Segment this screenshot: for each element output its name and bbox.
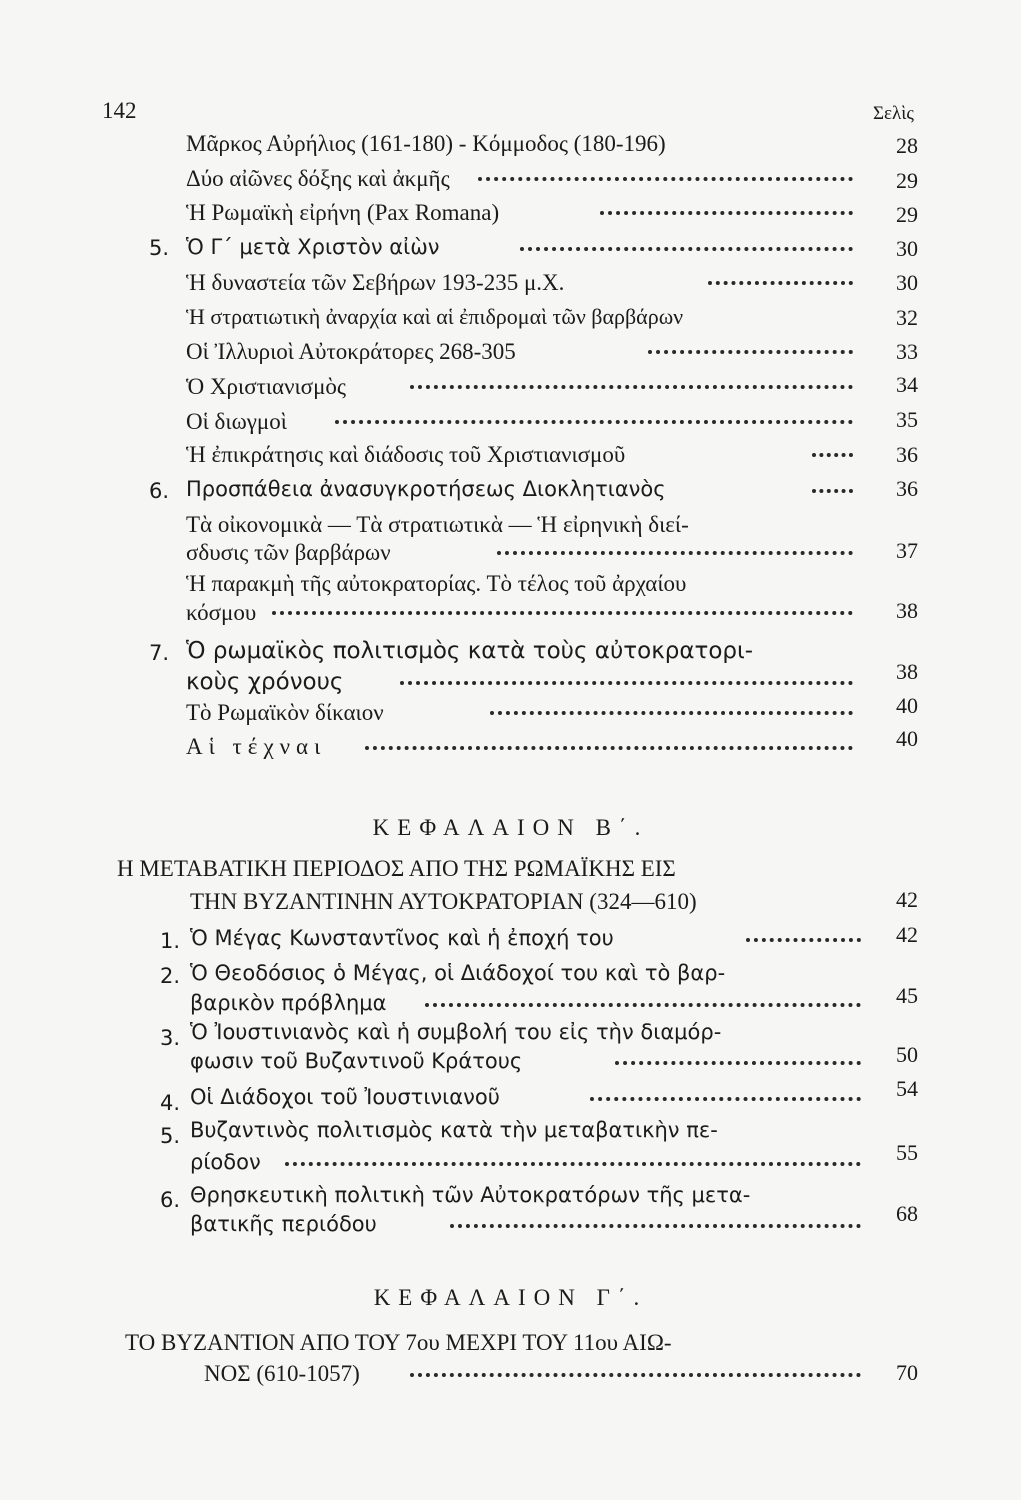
dot-leader: [812, 489, 853, 493]
toc-entry-text: Ἡ ἐπικράτησις καὶ διάδοσις τοῦ Χριστιανισμοῦ: [186, 442, 626, 467]
toc-entry-page: 29: [896, 168, 918, 193]
toc-entry-page: 42: [896, 922, 918, 947]
toc-entry-text: Μᾶρκος Αὐρήλιος (161-180) - Κόμμοδος (180-196): [186, 131, 666, 156]
dot-leader: [400, 681, 853, 685]
toc-entry-text-cont: ρίοδον: [190, 1150, 261, 1174]
toc-entry-page: 37: [896, 538, 918, 563]
toc-entry-text: Ἡ δυναστεία τῶν Σεβήρων 193-235 μ.Χ.: [186, 270, 565, 295]
chapter-title-cont: ΤΗΝ ΒΥΖΑΝΤΙΝΗΝ ΑΥΤΟΚΡΑΤΟΡΙΑΝ (324—610): [190, 889, 697, 914]
toc-entry-text: Ἡ στρατιωτικὴ ἀναρχία καὶ αἱ ἐπιδρομαὶ τῶν βαρβάρων: [186, 304, 684, 329]
toc-entry-text: Βυζαντινὸς πολιτισμὸς κατὰ τὴν μεταβατικὴν πε-: [190, 1118, 718, 1142]
page-number: 142: [102, 98, 137, 123]
dot-leader: [272, 611, 853, 615]
toc-entry-number: 2.: [160, 964, 181, 988]
toc-entry-text: Τὰ οἰκονομικὰ — Τὰ στρατιωτικὰ — Ἡ εἰρηνικὴ διεί-: [186, 512, 689, 537]
dot-leader: [590, 1097, 861, 1101]
toc-entry-page: 29: [896, 202, 918, 227]
toc-entry-number: 4.: [160, 1091, 181, 1115]
dot-leader: [520, 247, 853, 251]
toc-entry-page: 40: [896, 726, 918, 751]
toc-entry-text-cont: βατικῆς περιόδου: [190, 1212, 377, 1236]
dot-leader: [365, 746, 853, 750]
toc-entry-text-cont: φωσιν τοῦ Βυζαντινοῦ Κράτους: [190, 1049, 523, 1073]
toc-entry-text: Προσπάθεια ἀνασυγκροτήσεως Διοκλητιανὸς: [186, 477, 666, 501]
dot-leader: [490, 711, 853, 715]
dot-leader: [335, 420, 853, 424]
chapter-title: Η ΜΕΤΑΒΑΤΙΚΗ ΠΕΡΙΟΔΟΣ ΑΠΟ ΤΗΣ ΡΩΜΑΪΚΗΣ ΕΙΣ: [117, 856, 676, 881]
chapter-title-page: 42: [896, 887, 918, 912]
toc-entry-page: 54: [896, 1076, 918, 1101]
toc-entry-text-cont: κοὺς χρόνους: [186, 669, 344, 695]
toc-entry-number: 5.: [149, 236, 170, 260]
toc-entry-page: 45: [896, 983, 918, 1008]
toc-entry-text: Ἡ Ρωμαϊκὴ εἰρήνη (Pax Romana): [186, 200, 500, 225]
chapter-title-cont: ΝΟΣ (610-1057): [204, 1361, 360, 1386]
dot-leader: [648, 350, 853, 354]
chapter-heading: ΚΕΦΑΛΑΙΟΝ Γ΄.: [373, 1285, 648, 1310]
toc-entry-page: 34: [896, 372, 918, 397]
dot-leader: [285, 1162, 861, 1166]
toc-entry-number: 5.: [160, 1124, 181, 1148]
toc-entry-text: Ὁ Χριστιανισμὸς: [186, 374, 347, 399]
toc-entry-text-cont: σδυσις τῶν βαρβάρων: [186, 540, 391, 565]
dot-leader: [746, 938, 861, 942]
toc-entry-page: 40: [896, 693, 918, 718]
dot-leader: [812, 453, 853, 457]
dot-leader: [410, 385, 853, 389]
toc-entry-number: 6.: [149, 479, 170, 503]
toc-entry-page: 32: [896, 305, 918, 330]
chapter-heading: ΚΕΦΑΛΑΙΟΝ Β΄.: [372, 815, 649, 840]
toc-entry-page: 50: [896, 1042, 918, 1067]
toc-entry-text: Τὸ Ρωμαϊκὸν δίκαιον: [186, 700, 384, 725]
toc-entry-text: Οἱ διωγμοὶ: [186, 409, 287, 434]
dot-leader: [450, 1224, 861, 1228]
toc-entry-number: 3.: [160, 1026, 181, 1050]
toc-entry-text: Οἱ Ἰλλυριοὶ Αὐτοκράτορες 268-305: [186, 339, 516, 364]
toc-entry-page: 38: [896, 598, 918, 623]
toc-entry-text: Θρησκευτικὴ πολιτικὴ τῶν Αὐτοκρατόρων τῆς μετα-: [190, 1183, 751, 1207]
dot-leader: [497, 551, 853, 555]
dot-leader: [425, 1003, 861, 1007]
dot-leader: [615, 1061, 861, 1065]
toc-entry-page: 30: [896, 270, 918, 295]
toc-entry-text: Ὁ Γ΄ μετὰ Χριστὸν αἰὼν: [186, 235, 440, 259]
toc-entry-text: Ἡ παρακμὴ τῆς αὐτοκρατορίας. Τὸ τέλος τοῦ ἀρχαίου: [186, 571, 687, 596]
toc-entry-page: 30: [896, 236, 918, 261]
toc-entry-number: 6.: [160, 1188, 181, 1212]
toc-entry-page: 36: [896, 476, 918, 501]
toc-entry-page: 36: [896, 442, 918, 467]
toc-entry-page: 33: [896, 339, 918, 364]
dot-leader: [600, 211, 853, 215]
dot-leader: [478, 177, 853, 181]
toc-entry-page: 35: [896, 407, 918, 432]
toc-entry-text: Οἱ Διάδοχοι τοῦ Ἰουστινιανοῦ: [190, 1085, 500, 1109]
toc-entry-text: Ὁ ρωμαϊκὸς πολιτισμὸς κατὰ τοὺς αὐτοκρατορι-: [186, 638, 754, 664]
toc-entry-number: 7.: [149, 641, 170, 665]
toc-entry-page: 38: [896, 659, 918, 684]
page-column-header: Σελὶς: [873, 103, 914, 124]
chapter-title: ΤΟ ΒΥΖΑΝΤΙΟΝ ΑΠΟ ΤΟΥ 7ου ΜΕΧΡΙ ΤΟΥ 11ου ΑΙΩ-: [125, 1330, 672, 1355]
toc-entry-page: 68: [896, 1201, 918, 1226]
toc-entry-text: Αἱ τέχναι: [186, 734, 327, 759]
toc-entry-text: Ὁ Θεοδόσιος ὁ Μέγας, οἱ Διάδοχοί του καὶ τὸ βαρ-: [190, 961, 726, 985]
toc-entry-number: 1.: [160, 929, 181, 953]
toc-entry-text: Ὁ Μέγας Κωνσταντῖνος καὶ ἡ ἐποχή του: [190, 926, 614, 950]
dot-leader: [708, 281, 853, 285]
chapter-title-page: 70: [896, 1360, 918, 1385]
toc-entry-text-cont: βαρικὸν πρόβλημα: [190, 991, 387, 1015]
toc-entry-text-cont: κόσμου: [186, 600, 257, 625]
toc-entry-page: 55: [896, 1140, 918, 1165]
toc-entry-text: Δύο αἰῶνες δόξης καὶ ἀκμῆς: [186, 166, 450, 191]
dot-leader: [410, 1373, 861, 1377]
toc-entry-text: Ὁ Ἰουστινιανὸς καὶ ἡ συμβολή του εἰς τὴν διαμόρ-: [190, 1020, 722, 1044]
toc-entry-page: 28: [896, 133, 918, 158]
